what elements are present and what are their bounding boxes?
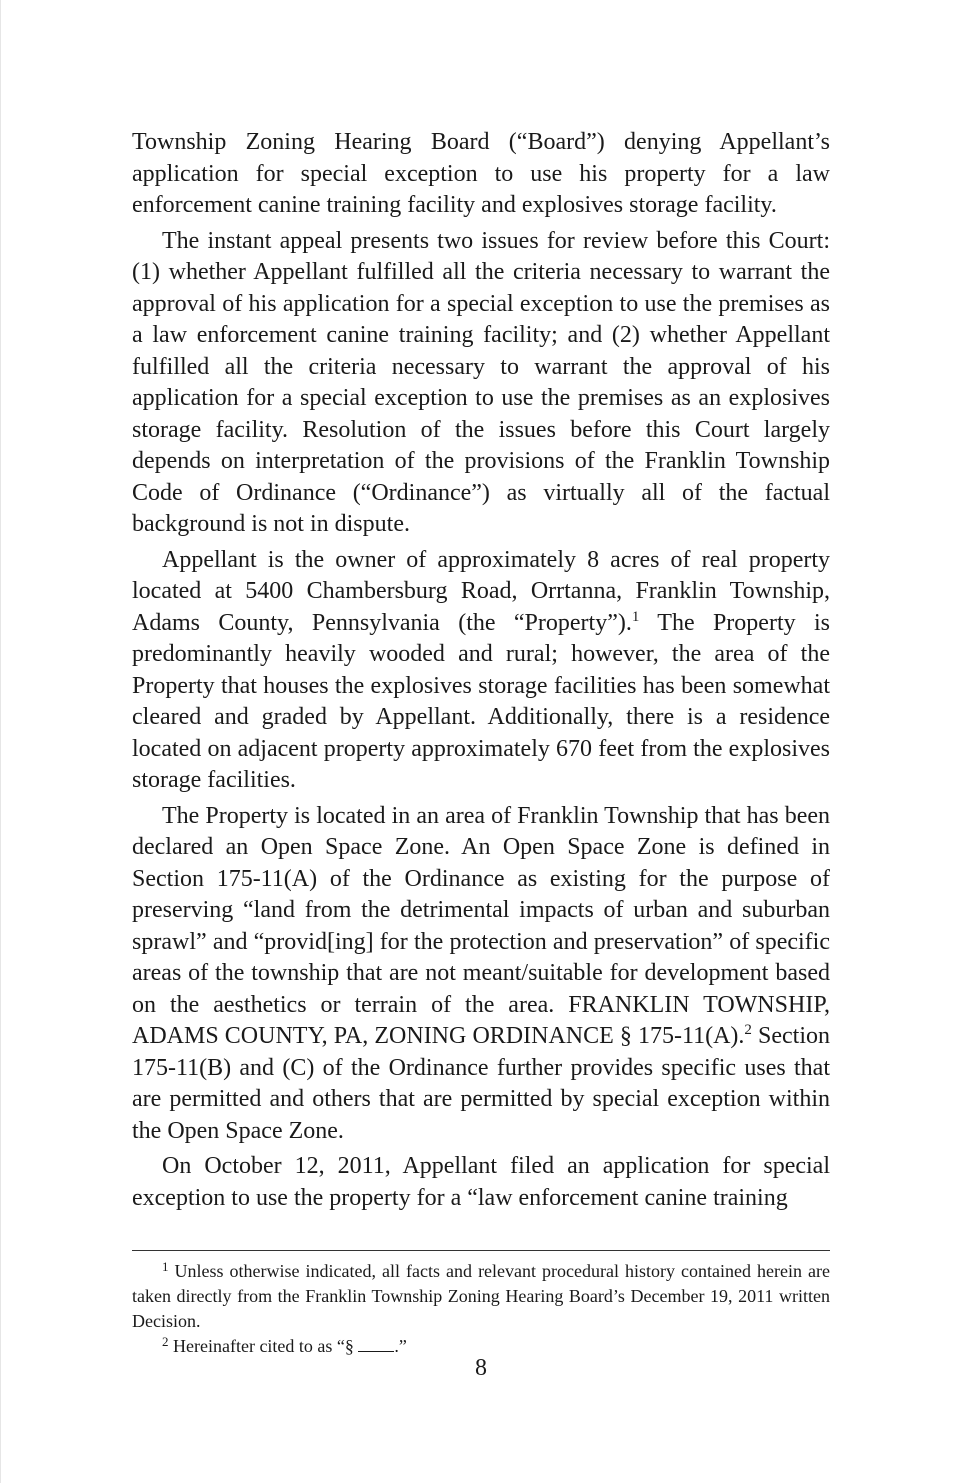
footnote-1 xyxy=(132,1259,830,1334)
paragraph-3-text-a: Appellant is the owner of approximately 8 acres of real property located at 5400 Chambersburg Road, Orrtanna, Franklin Township, Adams County, Pennsylvania (the “Property”). xyxy=(132,546,830,636)
footnotes xyxy=(132,1259,830,1359)
paragraph-4 xyxy=(132,801,830,1148)
paragraph-1: Township Zoning Hearing Board (“Board”) denying Appellant’s application for special exception to use his property for a law enforcement canine training facility and explosives storage facility. xyxy=(132,129,830,218)
footnote-ref-1[interactable]: 1 xyxy=(631,608,640,625)
footnote-divider xyxy=(132,1250,830,1251)
footnote-1-number: 1 xyxy=(162,1259,169,1274)
paragraph-3 xyxy=(132,545,830,797)
citation-blank xyxy=(358,1337,394,1352)
paragraph-4-text-a: The Property is located in an area of Franklin Township that has been declared an Open Space Zone. An Open Space Zone is defined in Section 175-11(A) of the Ordinance as existing for the purpose of preserving “land from the detrimental impacts of urban and suburban sprawl” and “provid[ing] for the protection and preservation” of specific areas of the township that are not meant/suitable for development based on the aesthetics or terrain of the area. FRANKLIN TOWNSHIP, ADAMS COUNTY, PA, ZONING ORDINANCE § 175-11(A). xyxy=(132,802,830,1049)
footnote-2-text-b: .” xyxy=(394,1336,407,1356)
body-text xyxy=(132,127,830,1218)
paragraph-5: On October 12, 2011, Appellant filed an application for special exception to use the property for a “law enforcement canine training xyxy=(132,1153,830,1211)
paragraph-2: The instant appeal presents two issues for review before this Court: (1) whether Appellant fulfilled all the criteria necessary to warrant the approval of his application for a special exception to use the premises as a law enforcement canine training facility; and (2) whether Appellant fulfilled all the criteria necessary to warrant the approval of his application for a special exception to use the premises as an explosives storage facility. Resolution of the issues before this Court largely depends on interpretation of the provisions of the Franklin Township Code of Ordinance (“Ordinance”) as virtually all of the factual background is not in dispute. xyxy=(132,227,830,537)
footnote-2-text-a: Hereinafter cited to as “§ xyxy=(173,1336,359,1356)
footnote-1-text: Unless otherwise indicated, all facts and relevant procedural history contained herein are taken directly from the Franklin Township Zoning Hearing Board’s December 19, 2011 written Decision. xyxy=(132,1261,831,1331)
footnote-2-number: 2 xyxy=(162,1334,169,1349)
footnote-ref-2[interactable]: 2 xyxy=(744,1022,752,1038)
paragraph-4-text-b: Section 175-11(B) and (C) of the Ordinance further provides specific uses that are permitted and others that are permitted by special exception within the Open Space Zone. xyxy=(132,1023,830,1144)
page-number: 8 xyxy=(475,1355,487,1381)
paragraph-3-text-b: The Property is predominantly heavily wooded and rural; however, the area of the Property that houses the explosives storage facilities has been somewhat cleared and graded by Appellant. Additionally, there is a residence located on adjacent property approximately 670 feet from the explosives storage facilities. xyxy=(132,609,830,793)
